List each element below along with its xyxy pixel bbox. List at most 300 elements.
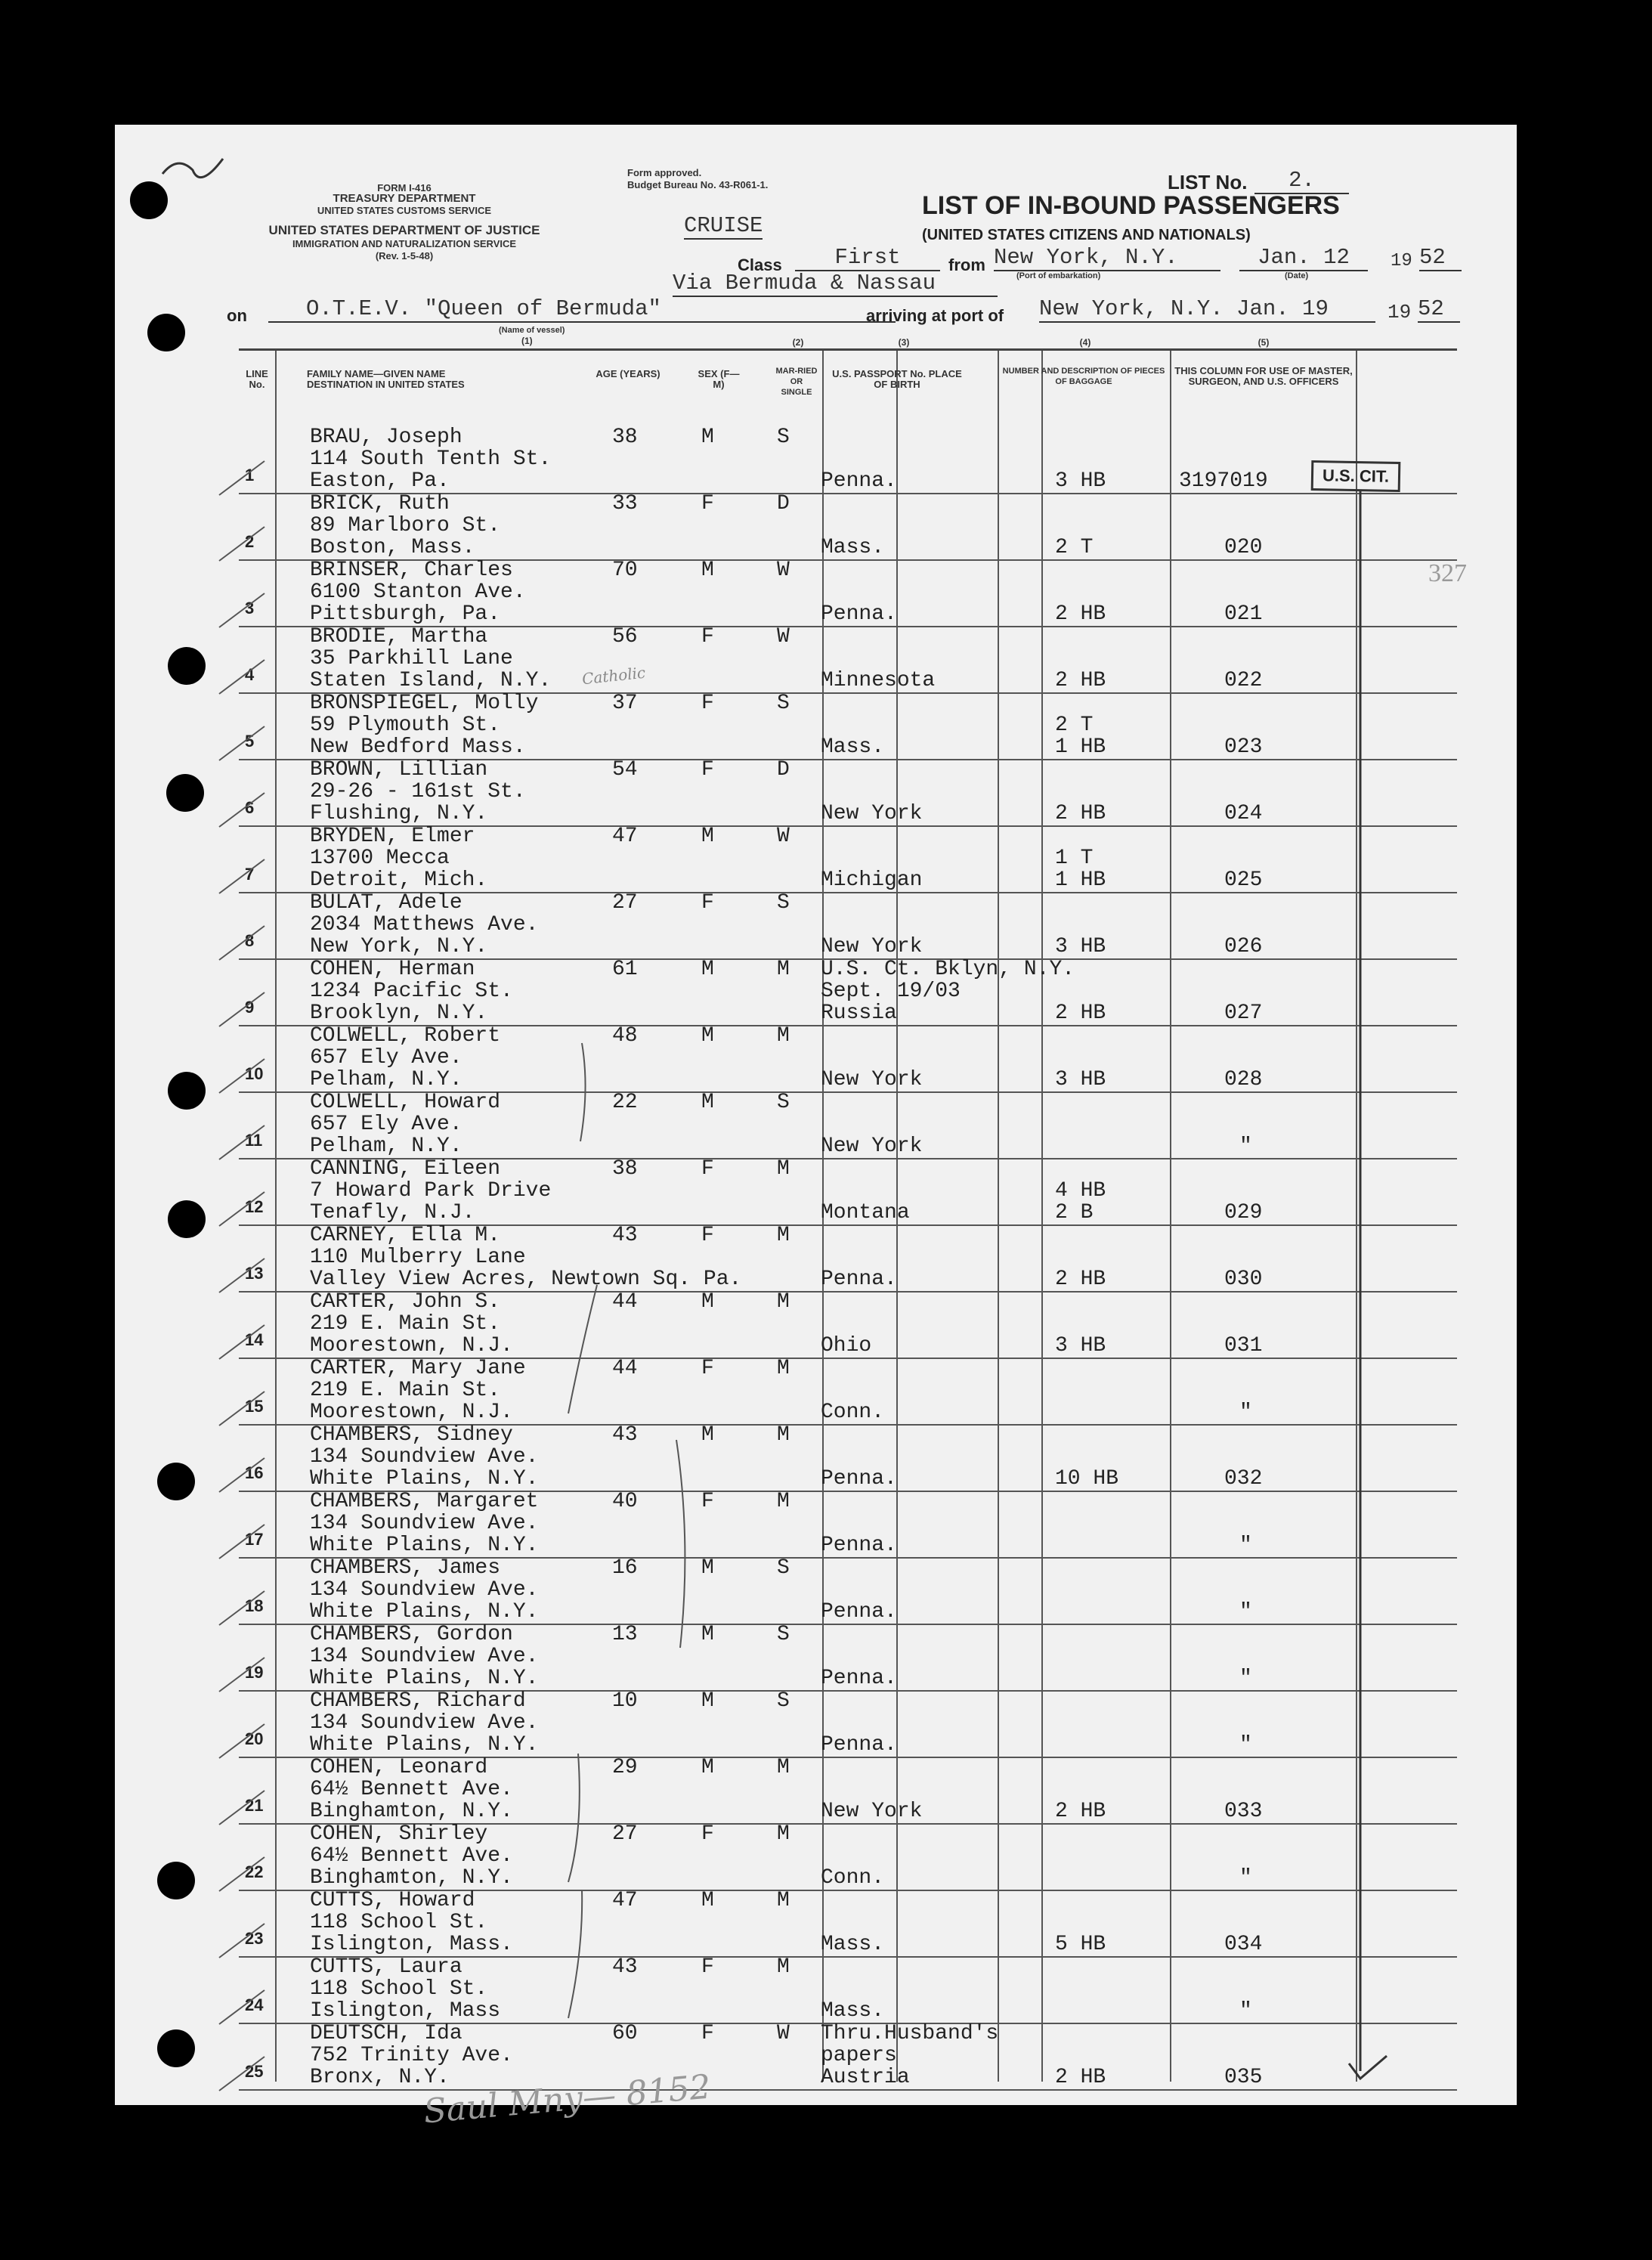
baggage: 3 HB [1055,1334,1106,1358]
department-of-justice: UNITED STATES DEPARTMENT OF JUSTICE [268,223,540,237]
baggage-line1: 1 T [1055,847,1094,870]
baggage-line1: 2 T [1055,714,1094,737]
port-caption: (Port of embarkation) [1016,271,1101,280]
table-row [239,626,1457,694]
marital-status: M [777,1357,790,1380]
city-state: Pelham, N.Y. [310,1068,462,1091]
sex: M [701,1556,714,1580]
city-state: New Bedford Mass. [310,735,526,759]
place-of-birth: Penna. [821,469,897,493]
form-number: FORM I-416 [377,182,432,193]
street-address: 118 School St. [310,1977,488,2001]
officer-reference: 035 [1224,2066,1263,2089]
sex: F [701,692,714,715]
line-number: 19 [245,1663,264,1682]
age: 27 [612,1822,638,1846]
table-row [239,559,1457,627]
place-of-birth: Conn. [821,1866,885,1890]
passenger-name: CHAMBERS, James [310,1556,501,1580]
from-port: New York, N.Y. [994,245,1220,271]
table-row [239,892,1457,960]
passenger-name: BROWN, Lillian [310,758,488,782]
arriving-label: arriving at port of [866,306,1004,325]
officer-reference: " [1239,1999,1252,2023]
line-number: 18 [245,1596,264,1615]
table-row [239,1025,1457,1093]
baggage: 2 HB [1055,1800,1106,1823]
sex: F [701,1955,714,1979]
year-value: 52 [1419,245,1462,271]
street-address: 59 Plymouth St. [310,714,501,737]
city-state: Moorestown, N.J. [310,1334,513,1358]
place-of-birth: Mass. [821,1933,885,1956]
line-number: 16 [245,1463,264,1482]
passport-line2: papers [821,2044,897,2067]
marital-status: W [777,825,790,848]
line-number: 2 [245,532,255,551]
cruise-label: CRUISE [684,213,763,238]
marital-status: M [777,1490,790,1513]
marital-status: M [777,1290,790,1314]
age: 47 [612,1889,638,1912]
city-state: Flushing, N.Y. [310,802,488,825]
officer-reference: " [1239,1866,1252,1890]
signature: Saul Mny— 8152 [422,2067,713,2132]
city-state: White Plains, N.Y. [310,1667,539,1690]
place-of-birth: Mass. [821,735,885,759]
age: 48 [612,1024,638,1048]
passenger-name: CARTER, Mary Jane [310,1357,526,1380]
city-state: Binghamton, N.Y. [310,1866,513,1890]
place-of-birth: Penna. [821,1268,897,1291]
arrival-year-prefix: 19 [1387,301,1412,324]
baggage: 3 HB [1055,1068,1106,1091]
place-of-birth: New York [821,802,923,825]
marital-status: W [777,2022,790,2045]
city-state: Binghamton, N.Y. [310,1800,513,1823]
officer-reference: 021 [1224,602,1263,626]
line-number: 6 [245,798,255,817]
city-state: White Plains, N.Y. [310,1467,539,1491]
age: 22 [612,1091,638,1114]
place-of-birth: Michigan [821,868,923,892]
marital-status: S [777,1091,790,1114]
street-address: 134 Soundview Ave. [310,1578,539,1602]
marital-status: S [777,891,790,915]
sex: M [701,1756,714,1779]
list-no: 2. [1254,168,1349,194]
sex: M [701,1091,714,1114]
officer-reference: 034 [1224,1933,1263,1956]
sex: M [701,1623,714,1646]
city-state: Boston, Mass. [310,536,475,559]
officer-reference: 028 [1224,1068,1263,1091]
treasury-department: TREASURY DEPARTMENT [333,192,476,205]
line-number: 5 [245,732,255,751]
passenger-name: CARTER, John S. [310,1290,501,1314]
city-state: Brooklyn, N.Y. [310,1002,488,1025]
city-state: Pelham, N.Y. [310,1135,462,1158]
place-of-birth: New York [821,1800,923,1823]
sex: F [701,1357,714,1380]
age: 43 [612,1224,638,1247]
form-approved: Form approved. [627,167,702,178]
officer-reference: 033 [1224,1800,1263,1823]
age: 70 [612,559,638,582]
street-address: 110 Mulberry Lane [310,1246,526,1269]
street-address: 64½ Bennett Ave. [310,1778,513,1801]
place-of-birth: Penna. [821,602,897,626]
place-of-birth: New York [821,1068,923,1091]
budget-bureau-no: Budget Bureau No. 43-R061-1. [627,179,769,190]
marital-status: M [777,1024,790,1048]
col-officers: THIS COLUMN FOR USE OF MASTER, SURGEON, AND U.S. OFFICERS [1174,365,1353,387]
officer-reference: " [1239,1135,1252,1158]
age: 61 [612,958,638,981]
marital-status: S [777,1623,790,1646]
line-number: 9 [245,998,255,1017]
age: 60 [612,2022,638,2045]
punch-hole [168,1200,206,1238]
place-of-birth: New York [821,935,923,958]
sex: M [701,825,714,848]
line-number: 7 [245,865,255,884]
officer-reference: 030 [1224,1268,1263,1291]
line-number: 11 [245,1131,263,1150]
table-row [239,1291,1457,1359]
line-number: 21 [245,1796,264,1815]
baggage: 2 B [1055,1201,1094,1224]
passenger-name: BRINSER, Charles [310,559,513,582]
passenger-name: COHEN, Herman [310,958,475,981]
on-label: on [227,306,247,325]
age: 27 [612,891,638,915]
class-value: First [795,245,940,271]
street-address: 29-26 - 161st St. [310,780,526,803]
place-of-birth: Russia [821,1002,897,1025]
street-address: 134 Soundview Ave. [310,1445,539,1469]
col-baggage: NUMBER AND DESCRIPTION OF PIECES OF BAGGAGE [1002,367,1165,386]
marital-status: W [777,625,790,649]
passenger-name: COLWELL, Robert [310,1024,501,1048]
col-line-no: LINE No. [246,368,268,390]
place-of-birth: Penna. [821,1667,897,1690]
line-number: 25 [245,2062,264,2081]
street-address: 2034 Matthews Ave. [310,913,539,937]
baggage-line1: 4 HB [1055,1179,1106,1203]
line-number: 8 [245,931,255,950]
form-title: LIST OF IN-BOUND PASSENGERS [922,191,1340,220]
punch-hole [157,1862,195,1899]
place-of-birth: Conn. [821,1401,885,1424]
vessel-name: O.T.E.V. "Queen of Bermuda" [268,296,896,323]
line-number: 1 [245,466,255,485]
age: 43 [612,1423,638,1447]
column-number-4: (4) [1079,337,1091,348]
sex: F [701,1224,714,1247]
street-address: 118 School St. [310,1911,488,1934]
baggage: 1 HB [1055,735,1106,759]
line-number: 12 [245,1197,264,1216]
punch-hole [166,774,204,812]
city-state: Staten Island, N.Y. [310,669,552,692]
street-address: 7 Howard Park Drive [310,1179,552,1203]
list-no-label: LIST No. [1168,171,1248,193]
line-number: 24 [245,1995,264,2014]
passenger-name: CHAMBERS, Sidney [310,1423,513,1447]
punch-hole [168,647,206,685]
place-of-birth: Montana [821,1201,910,1224]
margin-number: 327 [1428,559,1467,587]
passenger-name: CHAMBERS, Gordon [310,1623,513,1646]
table-row [239,1823,1457,1891]
passenger-name: COLWELL, Howard [310,1091,501,1114]
table-row [239,1557,1457,1625]
baggage: 1 HB [1055,868,1106,892]
place-of-birth: Mass. [821,1999,885,2023]
marital-status: S [777,1556,790,1580]
place-of-birth: Austria [821,2066,910,2089]
baggage: 5 HB [1055,1933,1106,1956]
punch-hole [168,1072,206,1110]
city-state: White Plains, N.Y. [310,1534,539,1557]
table-row [239,2023,1457,2091]
sex: M [701,1689,714,1713]
street-address: 6100 Stanton Ave. [310,580,526,604]
column-number-5: (5) [1258,337,1270,348]
punch-hole [157,1463,195,1500]
age: 47 [612,825,638,848]
passenger-name: BULAT, Adele [310,891,462,915]
sex: F [701,758,714,782]
punch-hole [157,2029,195,2067]
baggage: 2 HB [1055,2066,1106,2089]
age: 10 [612,1689,638,1713]
pencil-note: Catholic [580,663,647,689]
city-state: Islington, Mass [310,1999,501,2023]
city-state: White Plains, N.Y. [310,1733,539,1757]
line-number: 20 [245,1729,264,1748]
street-address: 134 Soundview Ave. [310,1711,539,1735]
city-state: Moorestown, N.J. [310,1401,513,1424]
age: 40 [612,1490,638,1513]
table-row [239,1690,1457,1758]
place-of-birth: Ohio [821,1334,872,1358]
place-of-birth: Minnesota [821,669,936,692]
marital-status: M [777,1889,790,1912]
street-address: 13700 Mecca [310,847,450,870]
passenger-name: CHAMBERS, Richard [310,1689,526,1713]
street-address: 1234 Pacific St. [310,980,513,1003]
age: 44 [612,1290,638,1314]
street-address: 64½ Bennett Ave. [310,1844,513,1868]
passenger-name: BRONSPIEGEL, Molly [310,692,539,715]
column-number-1: (1) [521,336,533,346]
col-passport: U.S. PASSPORT No. PLACE OF BIRTH [832,368,962,390]
check-mark-icon [155,151,238,204]
passenger-name: CUTTS, Laura [310,1955,462,1979]
age: 38 [612,1157,638,1181]
officer-reference: 3197019 [1179,469,1268,493]
officer-reference: 020 [1224,536,1263,559]
place-of-birth: New York [821,1135,923,1158]
passenger-name: COHEN, Leonard [310,1756,488,1779]
city-state: Pittsburgh, Pa. [310,602,501,626]
sex: M [701,1290,714,1314]
sex: F [701,625,714,649]
table-row [239,1358,1457,1426]
officer-reference: 026 [1224,935,1263,958]
sex: F [701,1157,714,1181]
table-row [239,1956,1457,2024]
line-number: 14 [245,1330,264,1349]
passenger-name: BRYDEN, Elmer [310,825,475,848]
street-address: 134 Soundview Ave. [310,1512,539,1535]
marital-status: M [777,1157,790,1181]
baggage: 2 HB [1055,669,1106,692]
age: 37 [612,692,638,715]
departure-date: Jan. 12 [1239,245,1368,271]
from-label: from [948,255,985,274]
marital-status: D [777,492,790,515]
place-of-birth: Penna. [821,1733,897,1757]
sex: M [701,1889,714,1912]
revision-date: (Rev. 1-5-48) [375,250,434,262]
passenger-name: BRODIE, Martha [310,625,488,649]
marital-status: M [777,1224,790,1247]
officer-reference: 023 [1224,735,1263,759]
marital-status: W [777,559,790,582]
age: 38 [612,426,638,449]
marital-status: M [777,1955,790,1979]
sex: F [701,2022,714,2045]
customs-service: UNITED STATES CUSTOMS SERVICE [317,205,492,216]
baggage: 2 HB [1055,1268,1106,1291]
sex: M [701,559,714,582]
street-address: 35 Parkhill Lane [310,647,513,670]
street-address: 657 Ely Ave. [310,1046,462,1070]
line-number: 3 [245,599,255,618]
table-row [239,1158,1457,1226]
vessel-caption: (Name of vessel) [499,326,565,335]
us-citizen-stamp: U.S. CIT. [1311,460,1401,492]
officer-reference: 025 [1224,868,1263,892]
age: 16 [612,1556,638,1580]
passenger-name: CANNING, Eileen [310,1157,501,1181]
table-row [239,825,1457,893]
passenger-name: CHAMBERS, Margaret [310,1490,539,1513]
marital-status: M [777,1756,790,1779]
officer-reference: 022 [1224,669,1263,692]
street-address: 219 E. Main St. [310,1379,501,1402]
marital-status: S [777,1689,790,1713]
officer-reference: 032 [1224,1467,1263,1491]
passenger-name: BRAU, Joseph [310,426,462,449]
city-state: Islington, Mass. [310,1933,513,1956]
year-prefix: 19 [1391,251,1412,271]
col-sex: SEX (F—M) [698,368,740,390]
age: 13 [612,1623,638,1646]
officer-reference: " [1239,1667,1252,1690]
city-state: Easton, Pa. [310,469,450,493]
street-address: 89 Marlboro St. [310,514,501,537]
officer-reference: " [1239,1401,1252,1424]
marital-status: D [777,758,790,782]
table-row [239,1224,1457,1293]
date-caption: (Date) [1285,271,1309,280]
line-number: 22 [245,1862,264,1881]
passenger-name: DEUTSCH, Ida [310,2022,462,2045]
col-age: AGE (YEARS) [596,368,660,379]
city-state: Tenafly, N.J. [310,1201,475,1224]
age: 33 [612,492,638,515]
table-row [239,958,1457,1026]
class-label: Class [738,255,782,274]
marital-status: M [777,958,790,981]
place-of-birth: Penna. [821,1534,897,1557]
passenger-table [239,337,1457,2089]
table-row [239,1091,1457,1159]
col-name: FAMILY NAME—GIVEN NAME DESTINATION IN UNITED STATES [307,368,465,390]
officer-reference: 031 [1224,1334,1263,1358]
officer-reference: " [1239,1733,1252,1757]
city-state: White Plains, N.Y. [310,1600,539,1624]
via-route: Via Bermuda & Nassau [673,271,998,297]
punch-hole [147,314,185,351]
baggage: 3 HB [1055,469,1106,493]
baggage: 2 T [1055,536,1094,559]
sex: M [701,958,714,981]
officer-reference: " [1239,1534,1252,1557]
column-number-2: (2) [792,337,804,348]
officer-reference: 029 [1224,1201,1263,1224]
table-row [239,426,1457,494]
sex: F [701,492,714,515]
sex: M [701,1024,714,1048]
bracket-line [1345,491,1391,2094]
line-number: 15 [245,1397,264,1416]
baggage: 2 HB [1055,1002,1106,1025]
age: 56 [612,625,638,649]
city-state: New York, N.Y. [310,935,488,958]
city-state: Bronx, N.Y. [310,2066,450,2089]
passport-line1: U.S. Ct. Bklyn, N.Y. [821,958,1075,981]
passport-line2: Sept. 19/03 [821,980,961,1003]
table-row [239,759,1457,827]
place-of-birth: Penna. [821,1600,897,1624]
sex: F [701,891,714,915]
col-marital: MAR-RIED OR SINGLE [775,367,818,397]
table-row [239,1491,1457,1559]
place-of-birth: Penna. [821,1467,897,1491]
passenger-name: COHEN, Shirley [310,1822,488,1846]
line-number: 10 [245,1064,264,1083]
baggage: 2 HB [1055,802,1106,825]
age: 44 [612,1357,638,1380]
marital-status: M [777,1822,790,1846]
street-address: 219 E. Main St. [310,1312,501,1336]
arrival-port: New York, N.Y. Jan. 19 [1039,296,1375,323]
marital-status: S [777,426,790,449]
street-address: 114 South Tenth St. [310,447,552,471]
passenger-name: BRICK, Ruth [310,492,450,515]
form-subtitle: (UNITED STATES CITIZENS AND NATIONALS) [922,227,1251,243]
sex: M [701,1423,714,1447]
sex: M [701,426,714,449]
line-number: 17 [245,1530,264,1549]
table-row [239,1757,1457,1825]
officer-reference: " [1239,1600,1252,1624]
